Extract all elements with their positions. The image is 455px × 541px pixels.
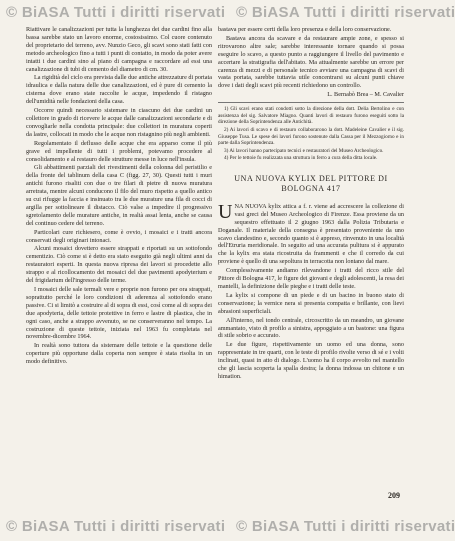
footnote: 2) Ai lavori di scavo e di restauro collaborarono la dott. Madeleine Cavalier e il sig. Giuseppe Tusa. Le spese dei lavori furono sostenute dalla Cassa per il Mezzogiorno e in parte dalla Soprintendenza. (218, 126, 404, 147)
watermark-bottom-left: © BiASA Tutti i diritti riservati (6, 518, 226, 535)
author-signature: L. Bernabò Brea – M. Cavalier (327, 91, 404, 99)
paragraph: Le due figure, rispettivamente un uomo ed una donna, sono rappresentate in tre quarti, con le teste di profilo rivolte verso di sé e i volti inclinati, quasi in atto di dialogo. L'uomo ha il corpo avvolto nel mantello che gli lascia scoperta la spalla destra; la donna indossa un chitone e un himation. (218, 341, 404, 380)
footnote: 1) Gli scavi erano stati condotti sotto la direzione della dott. Delia Bertolino e con assistenza del sig. Salvatore Miagno. Quanti lavori di restauro furono eseguiti sotto la direzione della Soprintendenza alle Antichità. (218, 106, 404, 126)
paragraph: Regolamentato il deflusso delle acque che era apparso come il più grave ed impellente di tutti i problemi, potevamo procedere al consolidamento e al restauro delle strutture messe in luce nell'insula. (26, 139, 212, 163)
footnote: 3) Ai lavori hanno partecipato tecnici e restauratori del Museo Archeologico. (224, 147, 384, 154)
paragraph: Particolari cure richiesero, come è ovvio, i mosaici e i tratti ancora conservati degli originari intonaci. (26, 228, 212, 244)
paragraph: La rigidità del ciclo era prevista dalle due antiche attrezzature di portata idraulica e dalla natura delle due canalizzazioni, ed è pure di cemento la cisterna dove erano state raccolte le acque, impedendo il ristagno dell'umidità nelle fondazioni della casa. (26, 74, 212, 106)
paragraph: Complessivamente andiamo rilevandone i tratti del ricco stile del Pittore di Bologna 417, le figure dei giovani e degli adolescenti, la resa dei mantelli, la definizione delle pieghe e i tratti delle teste. (218, 267, 404, 290)
page-number: 209 (388, 491, 400, 500)
footnote: 4) Per le tettoie fu realizzata una struttura in ferro a cura della ditta locale. (224, 155, 378, 162)
paragraph-text: NA NUOVA kylix attica a f. r. viene ad accrescere la collezione di vasi greci del Museo Archeologico di Firenze. Essa proviene da un sequestro effettuato il 2 giugno 1963 dalla Polizia Tributaria e Doganale. Il materiale della consegna è presentato proveniente da uno scavo clandestino e, secondo quanto si è appreso, rinvenuto in una località dell'Etruria meridionale. In seguito ad una accurata pulitura si è appurato che la kylix era stata ricostruita da frammenti e che il corredo da cui proviene è quello di una sepoltura in terracotta non lontano dal mare. (218, 202, 404, 266)
paragraph: Riattivare le canalizzazioni per tutta la lunghezza dei due cardini fino alla bassa sarebbe stato un lavoro enorme, costosissimo. Col cuore contenuto del proprietario del terreno, avv. Nunzio Geco, gli scavi sono stati fatti con metodo archeologico fino a tutti i punti di contatto, in modo da poter avere intatti i due cardini sino al piano di campagna e raccordare ad essi una canalizzazione di tubi di cemento del diametro di cm. 30. (26, 26, 212, 73)
paragraph: Bastava ancora da scavare e da restaurare ampie zone, e spesso si ritrovarono altre sale; sarebbe interessante tornare quando si possa eseguire lo scavo, a questo punto a raggiungere il livello del pavimento e accertare la stratigrafia dell'abitato. Ma attualmente sarebbe un errore per carenza di mezzi e di personale tecnico avviare una campagna di scavi di vasta portata, sarebbe tuttavia utile concentrarsi su alcuni punti chiave dove i dati degli scavi più recenti richiedono un controllo. (218, 34, 404, 90)
paragraph: I mosaici delle sale termali vere e proprie non furono per ora strappati, soprattutto perché le loro condizioni di aderenza al sottofondo erano passive. Ci si limitò a costruire al di sopra di essi, così come al di sopra dei due apodyteria, delle tettoie protettive in ferro e lastre di plastica, che in ogni caso, anche a strappo avvenuto, se ne conserveranno nel tempo. La costruzione di queste tettoie, iniziata nel 1963 fu completata nel novembre-dicembre 1964. (26, 286, 212, 341)
article-title: UNA NUOVA KYLIX DEL PITTORE DI BOLOGNA 417 (234, 173, 388, 193)
watermark-top-right: © BiASA Tutti i diritti riservati (236, 4, 455, 21)
left-column (26, 26, 212, 367)
paragraph: bastava per essere certi della loro presenza e della loro conservazione. (218, 26, 392, 33)
dropcap: U (218, 200, 233, 223)
watermark-top-left: © BiASA Tutti i diritti riservati (6, 4, 226, 21)
paragraph: Occorre quindi necessario sistemare in ciascuno dei due cardini un collettore in grado di ricevere le acque dalle canalizzazioni secondarie e di convogliarle nella condotta principale: due collettori in muratura coperti da lastre, collocati in modo che le acque non ristagnino più negli ambienti. (26, 107, 212, 138)
paragraph (218, 200, 404, 266)
paragraph: Alcuni mosaici dovettero essere strappati e riportati su un sottofondo cementizio. Ciò come si è detto era stato eseguito già negli ultimi anni da restauratori esperti. In questa nuova ripresa dei lavori si procedette allo strappo e al ricollocamento dei mosaici del due pavimenti apodyterium e del frigidarium dell'ingresso delle terme. (26, 245, 212, 285)
paragraph: Gli abbattimenti parziali dei rivestimenti della colonna del peristilio e della fronte del tablinum della casa C (figg. 27, 30). Questi tutti i muri antichi furono risaliti con due o tre filari di pietre di nuova muratura arretrata, mentre alcuni conducono il filo del muro rispetto a quello antico su cui rifugge la faccia e insinuato tra le due murature una fila di cocci di argilla per sottolineare il distacco. Ciò valse a impedire il progressivo sgretolamento delle murature antiche, in realtà assai lenta, anche se causa del continuo cedere del terreno. (26, 164, 212, 227)
right-column (218, 26, 404, 382)
paragraph: All'interno, nel tondo centrale, circoscritto da un meandro, un giovane ammantato, visto di profilo a sinistra, appoggiato a un bastone: una figura di stile sobrio e accurato. (218, 316, 404, 340)
watermark-bottom-right: © BiASA Tutti i diritti riservati (236, 518, 455, 535)
footnotes (218, 102, 404, 162)
paragraph: In realtà sono tuttora da sistemare delle tettoie e la questione delle coperture più opportune dalla coperta non sempre è stata risolta in un modo definitivo. (26, 342, 212, 366)
paragraph: La kylix si compone di un piede e di un bacino in buono stato di conservazione; la vernice nera si presenta compatta e brillante, con lievi abrasioni superficiali. (218, 291, 404, 315)
